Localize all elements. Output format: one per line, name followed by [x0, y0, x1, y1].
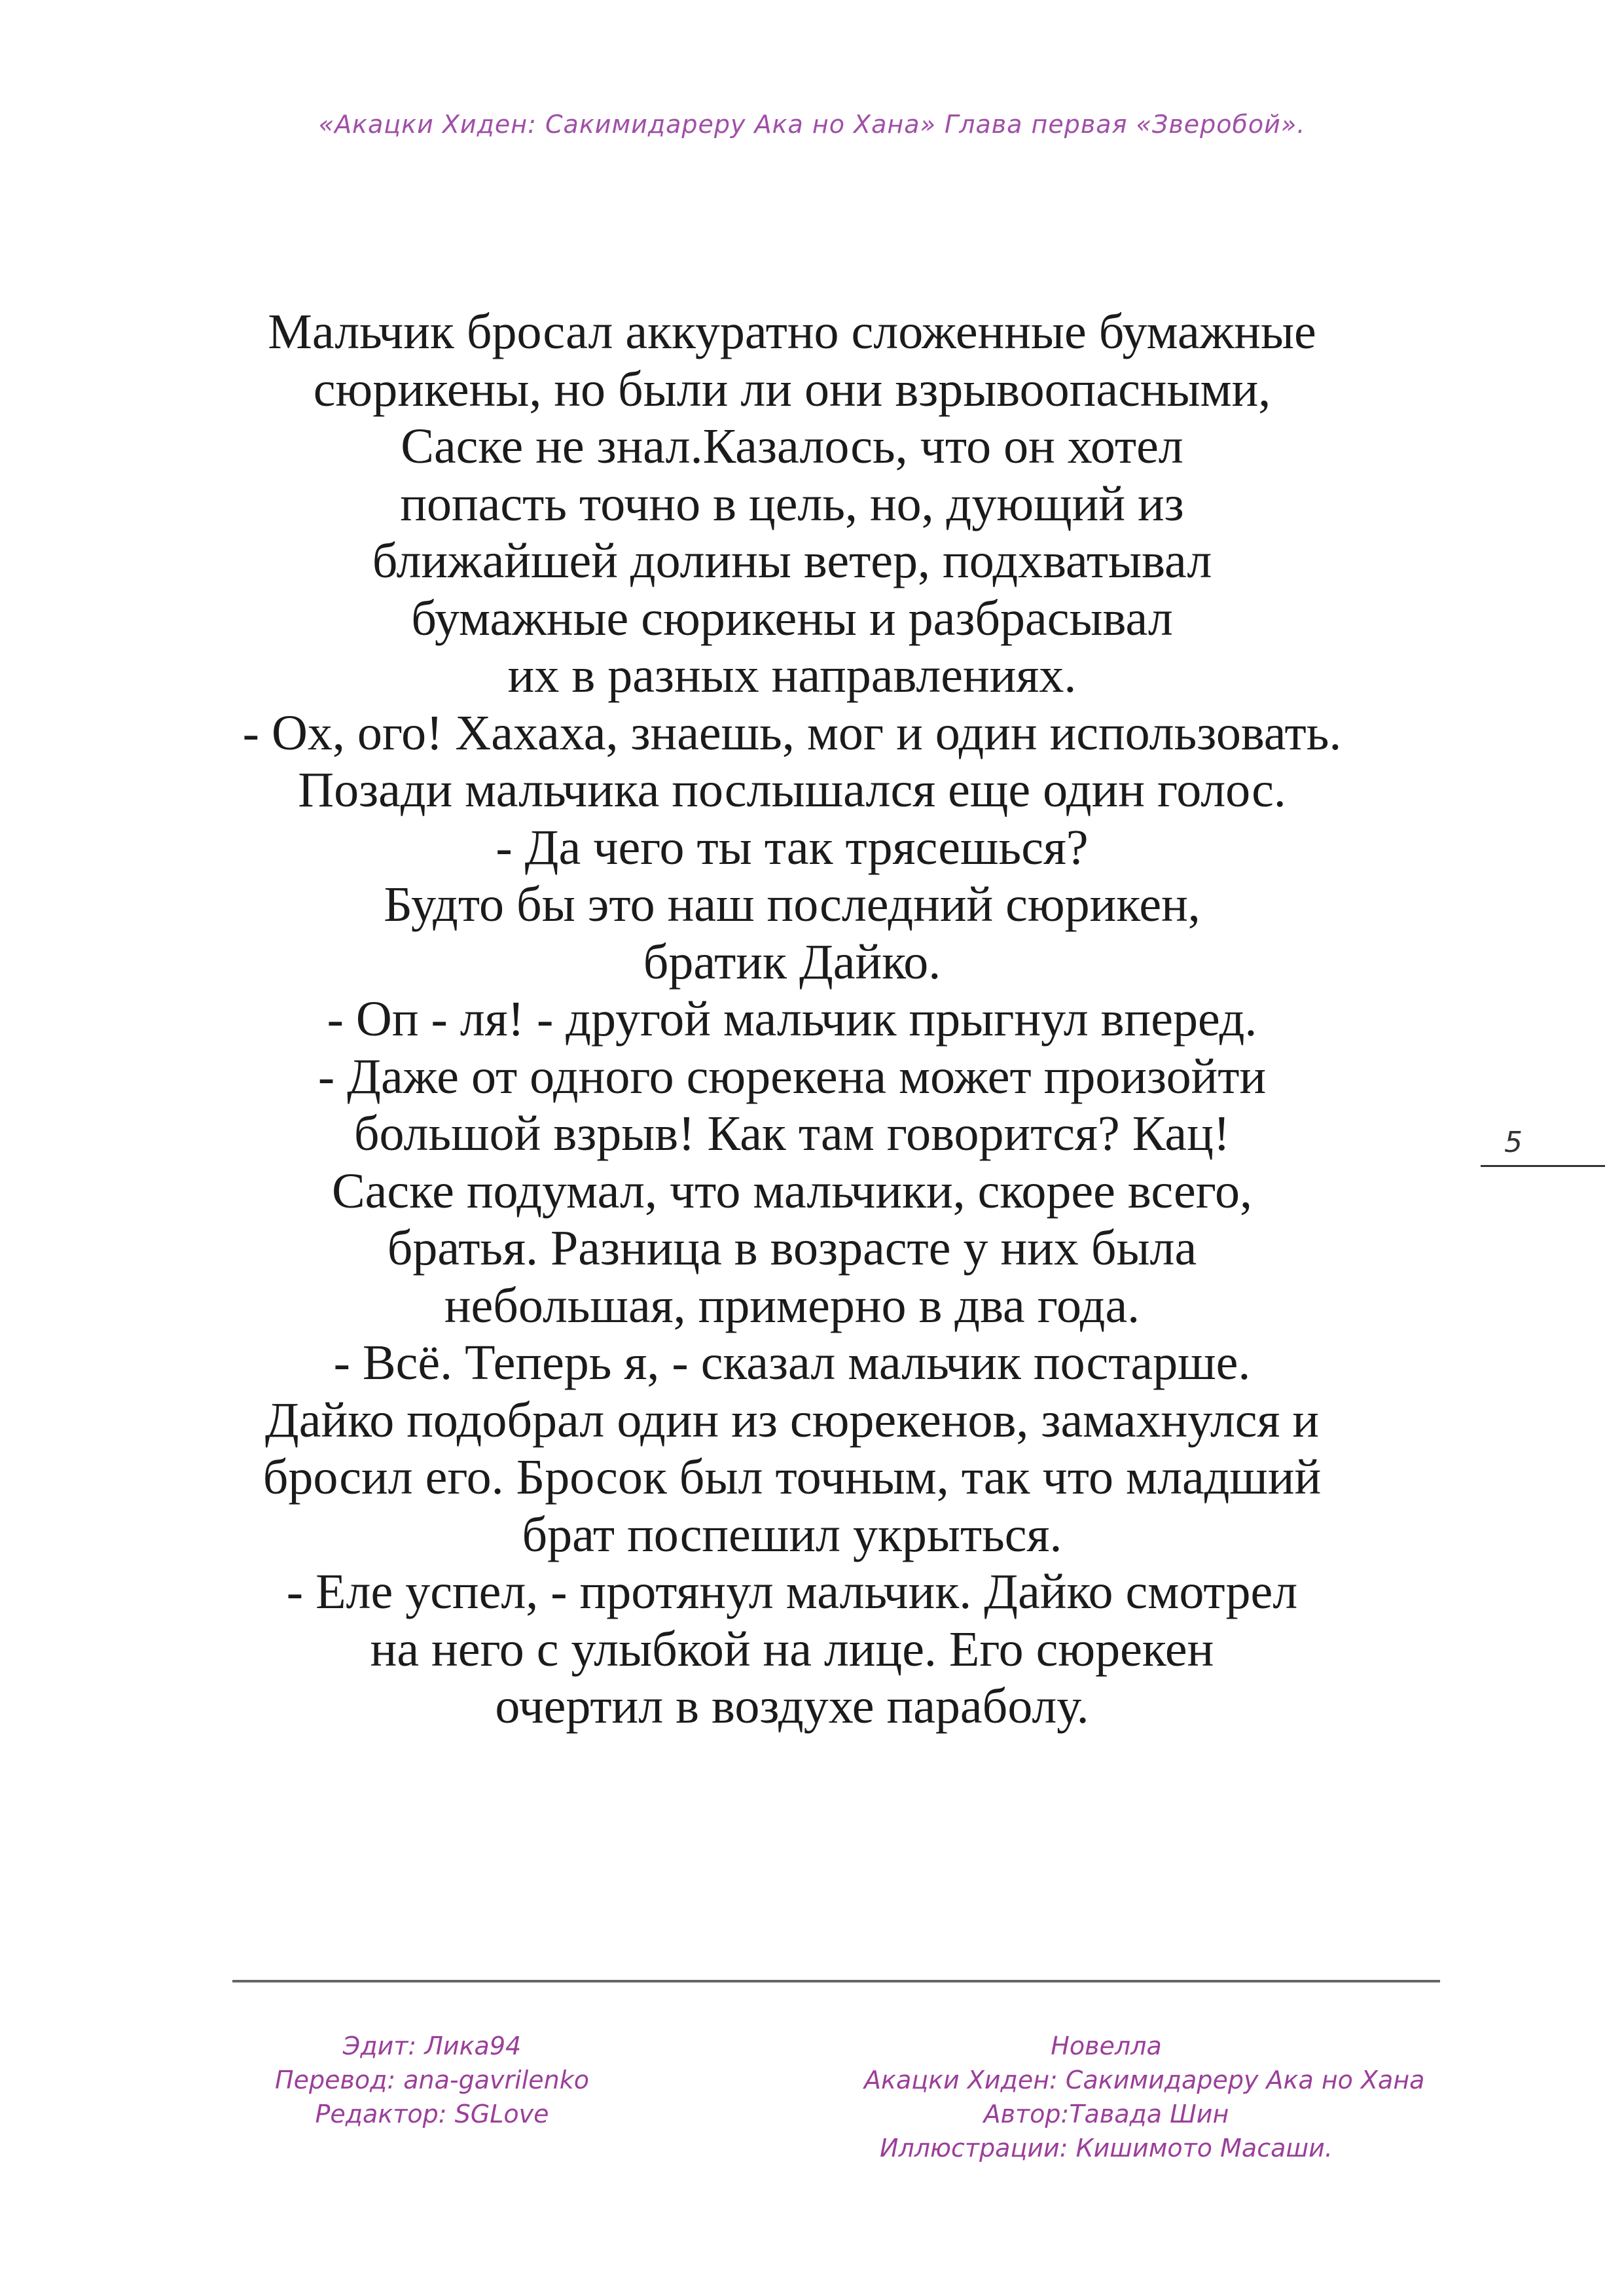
story-line: бумажные сюрикены и разбрасывал	[411, 590, 1173, 646]
story-line: - Всё. Теперь я, - сказал мальчик постарше.	[333, 1335, 1251, 1390]
credit-translator: Перевод: ana-gavrilenko	[275, 2066, 589, 2094]
story-text	[105, 304, 1479, 1736]
story-line: Саске не знал.Казалось, что он хотел	[401, 419, 1183, 474]
story-line: их в разных направлениях.	[507, 648, 1077, 703]
credits-work	[864, 2029, 1425, 2165]
story-line: - Оп - ля! - другой мальчик прыгнул вперед.	[327, 992, 1257, 1047]
chapter-header: «Акацки Хиден: Сакимидареру Ака но Хана» Глава первая «Зверобой».	[318, 110, 1306, 139]
credits-team	[249, 2029, 615, 2131]
story-line: бросил его. Бросок был точным, так что младший	[262, 1450, 1322, 1505]
story-line: очертил в воздухе параболу.	[495, 1679, 1089, 1734]
story-line: Позади мальчика послышался еще один голос.	[298, 762, 1286, 817]
story-line: Дайко подобрал один из сюрекенов, замахнулся и	[264, 1392, 1320, 1448]
story-line: брат поспешил укрыться.	[522, 1507, 1062, 1562]
story-line: - Даже от одного сюрекена может произойти	[317, 1049, 1267, 1104]
story-line: братик Дайко.	[643, 934, 941, 990]
story-line: на него с улыбкой на лице. Его сюрекен	[370, 1621, 1214, 1677]
story-line: - Ох, ого! Хахаха, знаешь, мог и один использовать.	[242, 705, 1342, 761]
footer-divider	[232, 1980, 1440, 1982]
page-number-marker	[1481, 1126, 1605, 1167]
credit-title: Акацки Хиден: Сакимидареру Ака но Хана	[864, 2066, 1425, 2094]
story-line: братья. Разница в возрасте у них была	[387, 1221, 1197, 1276]
credit-illustrator: Иллюстрации: Кишимото Масаши.	[880, 2134, 1333, 2162]
credit-editor: Эдит: Лика94	[342, 2032, 522, 2060]
credit-author: Автор:Тавада Шин	[983, 2100, 1229, 2128]
story-line: - Еле успел, - протянул мальчик. Дайко смотрел	[286, 1564, 1298, 1619]
story-line: - Да чего ты так трясешься?	[496, 819, 1089, 875]
story-line: сюрикены, но были ли они взрывоопасными,	[313, 361, 1271, 417]
story-line: Саске подумал, что мальчики, скорее всего,	[331, 1163, 1253, 1219]
credit-redactor: Редактор: SGLove	[315, 2100, 549, 2128]
story-line: большой взрыв! Как там говорится? Кац!	[353, 1106, 1231, 1161]
page-number: 5	[1504, 1126, 1523, 1159]
story-line: ближайшей долины ветер, подхватывал	[372, 533, 1212, 588]
story-line: небольшая, примерно в два года.	[444, 1278, 1140, 1333]
credit-genre: Новелла	[1051, 2032, 1162, 2060]
story-line: Будто бы это наш последний сюрикен,	[384, 877, 1200, 932]
story-line: попасть точно в цель, но, дующий из	[400, 476, 1184, 531]
story-line: Мальчик бросал аккуратно сложенные бумажные	[268, 304, 1316, 359]
